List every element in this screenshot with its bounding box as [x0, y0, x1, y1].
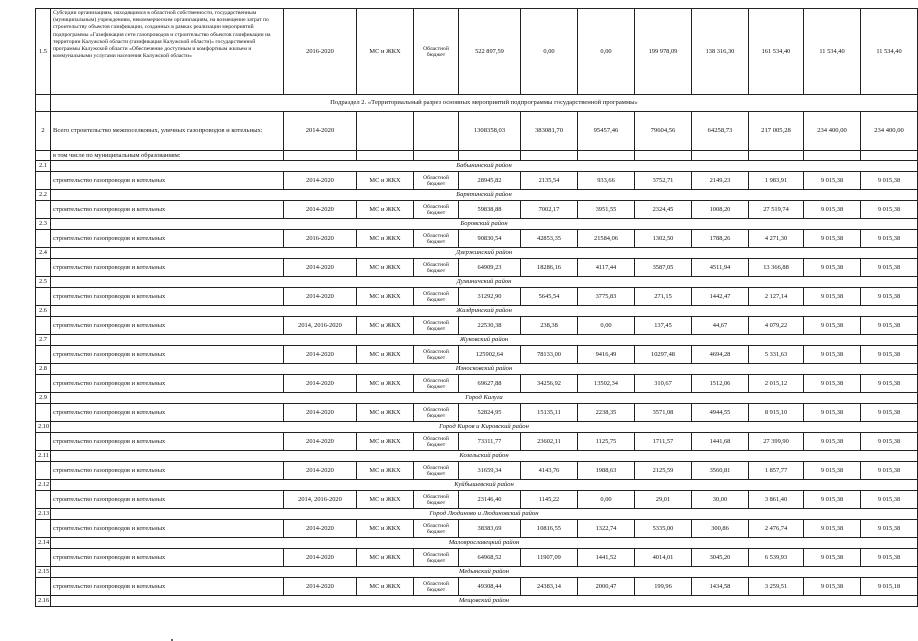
value-cell: 199,96: [635, 578, 692, 596]
row-number: 2.1: [36, 161, 51, 172]
value-cell: 8 915,10: [749, 404, 804, 422]
program-table: [35, 8, 918, 607]
row-period: 2014-2020: [284, 520, 357, 538]
district-name: Жуковский район: [51, 335, 918, 346]
row-executor: МС и ЖКХ: [357, 404, 414, 422]
row-period: 2016-2020: [284, 9, 357, 95]
value-cell: 42853,35: [521, 230, 578, 248]
row-number: 2.5: [36, 277, 51, 288]
table-row: [36, 95, 918, 112]
row-number: 2.12: [36, 480, 51, 491]
table-row: [36, 346, 918, 364]
value-cell: 9 015,18: [861, 578, 918, 596]
row-description: строительство газопроводов и котельных: [51, 578, 284, 596]
row-source: Областной бюджет: [414, 259, 459, 277]
district-header-row: [36, 393, 918, 404]
value-cell: 44,67: [692, 317, 749, 335]
row-description: строительство газопроводов и котельных: [51, 520, 284, 538]
row-number: 2.13: [36, 509, 51, 520]
value-cell: 3 861,40: [749, 491, 804, 509]
row-number: 2.8: [36, 364, 51, 375]
row-number: 2.7: [36, 335, 51, 346]
row-period: 2014-2020: [284, 375, 357, 393]
value-cell: 383081,70: [521, 112, 578, 151]
table-row: [36, 433, 918, 451]
row-number: 2.11: [36, 451, 51, 462]
value-cell: 13 366,88: [749, 259, 804, 277]
row-executor: МС и ЖКХ: [357, 230, 414, 248]
district-name: Малоярославецкий район: [51, 538, 918, 549]
row-description: строительство газопроводов и котельных: [51, 346, 284, 364]
row-period: 2014-2020: [284, 259, 357, 277]
value-cell: 2149,23: [692, 172, 749, 190]
value-cell: 9 015,38: [861, 317, 918, 335]
row-period: 2014-2020: [284, 404, 357, 422]
value-cell: 9 015,38: [804, 259, 861, 277]
row-description: строительство газопроводов и котельных: [51, 317, 284, 335]
row-number: 2.9: [36, 393, 51, 404]
value-cell: 34256,92: [521, 375, 578, 393]
table-row: [36, 288, 918, 306]
value-cell: 125902,64: [459, 346, 521, 364]
value-cell: 2 015,12: [749, 375, 804, 393]
row-description: строительство газопроводов и котельных: [51, 201, 284, 219]
value-cell: 9 015,38: [804, 201, 861, 219]
district-name: Мещовский район: [51, 596, 918, 607]
value-cell: 18286,16: [521, 259, 578, 277]
value-cell: 9 015,38: [804, 433, 861, 451]
row-description: строительство газопроводов и котельных: [51, 230, 284, 248]
row-executor: МС и ЖКХ: [357, 491, 414, 509]
value-cell: 1441,68: [692, 433, 749, 451]
district-name: Город Калуга: [51, 393, 918, 404]
document-page: [5, 8, 904, 638]
row-number: 2.4: [36, 248, 51, 259]
value-cell: 3045,20: [692, 549, 749, 567]
value-cell: 0,00: [578, 9, 635, 95]
row-number: 2: [36, 112, 51, 151]
value-cell: 7002,17: [521, 201, 578, 219]
value-cell: 0,00: [521, 9, 578, 95]
value-cell: 1988,63: [578, 462, 635, 480]
value-cell: 9 015,38: [861, 404, 918, 422]
row-source: Областной бюджет: [414, 404, 459, 422]
row-number: 2.15: [36, 567, 51, 578]
row-period: 2014-2020: [284, 172, 357, 190]
row-source: Областной бюджет: [414, 230, 459, 248]
row-executor: МС и ЖКХ: [357, 462, 414, 480]
value-cell: 138 316,30: [692, 9, 749, 95]
value-cell: 9 015,38: [861, 288, 918, 306]
row-period: 2016-2020: [284, 230, 357, 248]
row-description: строительство газопроводов и котельных: [51, 549, 284, 567]
value-cell: 1302,50: [635, 230, 692, 248]
value-cell: 22530,38: [459, 317, 521, 335]
value-cell: 9 015,38: [804, 288, 861, 306]
row-description: строительство газопроводов и котельных: [51, 433, 284, 451]
district-header-row: [36, 219, 918, 230]
municipal-label: в том числе по муниципальным образованиям:: [51, 151, 284, 161]
district-header-row: [36, 248, 918, 259]
value-cell: 1008,20: [692, 201, 749, 219]
table-row: [36, 112, 918, 151]
district-name: Думиничский район: [51, 277, 918, 288]
value-cell: 933,66: [578, 172, 635, 190]
row-description: строительство газопроводов и котельных: [51, 462, 284, 480]
value-cell: 4944,55: [692, 404, 749, 422]
row-source: Областной бюджет: [414, 549, 459, 567]
value-cell: 11 534,40: [804, 9, 861, 95]
value-cell: 3775,83: [578, 288, 635, 306]
value-cell: 4143,76: [521, 462, 578, 480]
value-cell: 1308358,03: [459, 112, 521, 151]
value-cell: 1788,26: [692, 230, 749, 248]
row-source: Областной бюджет: [414, 520, 459, 538]
table-row: [36, 259, 918, 277]
row-executor: МС и ЖКХ: [357, 259, 414, 277]
row-executor: МС и ЖКХ: [357, 346, 414, 364]
district-name: Боровский район: [51, 219, 918, 230]
value-cell: 1711,57: [635, 433, 692, 451]
value-cell: 9 015,38: [804, 491, 861, 509]
value-cell: 9 015,38: [861, 375, 918, 393]
value-cell: 9 015,38: [861, 230, 918, 248]
value-cell: 4 271,30: [749, 230, 804, 248]
district-header-row: [36, 335, 918, 346]
value-cell: 11907,09: [521, 549, 578, 567]
district-header-row: [36, 451, 918, 462]
value-cell: 9 015,38: [804, 462, 861, 480]
row-number: 2.10: [36, 422, 51, 433]
row-description: Всего строительство межпоселковых, уличных газопроводов и котельных:: [51, 112, 284, 151]
value-cell: 199 978,09: [635, 9, 692, 95]
row-description: строительство газопроводов и котельных: [51, 288, 284, 306]
value-cell: 137,45: [635, 317, 692, 335]
row-executor: МС и ЖКХ: [357, 578, 414, 596]
district-name: Дзержинский район: [51, 248, 918, 259]
row-executor: МС и ЖКХ: [357, 549, 414, 567]
value-cell: 9 015,38: [804, 172, 861, 190]
value-cell: 23602,11: [521, 433, 578, 451]
row-executor: МС и ЖКХ: [357, 201, 414, 219]
table-row: [36, 578, 918, 596]
value-cell: 1512,06: [692, 375, 749, 393]
value-cell: 9 015,38: [804, 404, 861, 422]
value-cell: 49308,44: [459, 578, 521, 596]
value-cell: 9 015,38: [861, 259, 918, 277]
value-cell: 6 539,93: [749, 549, 804, 567]
value-cell: 2238,35: [578, 404, 635, 422]
value-cell: 1441,52: [578, 549, 635, 567]
value-cell: 11 534,40: [861, 9, 918, 95]
value-cell: 1442,47: [692, 288, 749, 306]
value-cell: 1 857,77: [749, 462, 804, 480]
row-executor: МС и ЖКХ: [357, 172, 414, 190]
value-cell: 78133,00: [521, 346, 578, 364]
row-period: 2014-2020: [284, 578, 357, 596]
district-name: Козельский район: [51, 451, 918, 462]
value-cell: 1322,74: [578, 520, 635, 538]
value-cell: 21584,06: [578, 230, 635, 248]
table-row: [36, 172, 918, 190]
value-cell: 4014,01: [635, 549, 692, 567]
value-cell: 9 015,38: [804, 317, 861, 335]
district-header-row: [36, 190, 918, 201]
value-cell: 9 015,38: [861, 201, 918, 219]
district-header-row: [36, 364, 918, 375]
row-number: 2.6: [36, 306, 51, 317]
value-cell: 522 897,59: [459, 9, 521, 95]
table-row: [36, 491, 918, 509]
value-cell: 4511,94: [692, 259, 749, 277]
district-header-row: [36, 596, 918, 607]
row-source: Областной бюджет: [414, 172, 459, 190]
district-header-row: [36, 277, 918, 288]
row-executor: МС и ЖКХ: [357, 9, 414, 95]
value-cell: 1 983,91: [749, 172, 804, 190]
row-source: Областной бюджет: [414, 491, 459, 509]
value-cell: 9 015,38: [861, 462, 918, 480]
row-period: 2014-2020: [284, 288, 357, 306]
table-row: [36, 375, 918, 393]
value-cell: 1145,22: [521, 491, 578, 509]
district-name: Куйбышевский район: [51, 480, 918, 491]
value-cell: 4694,28: [692, 346, 749, 364]
row-description: строительство газопроводов и котельных: [51, 259, 284, 277]
value-cell: 30,00: [692, 491, 749, 509]
row-description: строительство газопроводов и котельных: [51, 375, 284, 393]
value-cell: 29,01: [635, 491, 692, 509]
value-cell: 9 015,38: [861, 520, 918, 538]
row-source: Областной бюджет: [414, 317, 459, 335]
row-period: 2014-2020: [284, 201, 357, 219]
value-cell: 9 015,38: [861, 549, 918, 567]
value-cell: 90830,54: [459, 230, 521, 248]
value-cell: 3 259,51: [749, 578, 804, 596]
row-source: Областной бюджет: [414, 462, 459, 480]
value-cell: 38383,69: [459, 520, 521, 538]
value-cell: 64258,73: [692, 112, 749, 151]
value-cell: 234 400,00: [861, 112, 918, 151]
value-cell: 27 399,90: [749, 433, 804, 451]
value-cell: 2 127,14: [749, 288, 804, 306]
value-cell: 2000,47: [578, 578, 635, 596]
row-number: 1.5: [36, 9, 51, 95]
value-cell: 64968,52: [459, 549, 521, 567]
value-cell: 10297,48: [635, 346, 692, 364]
row-source: Областной бюджет: [414, 201, 459, 219]
table-row: [36, 201, 918, 219]
value-cell: 59838,88: [459, 201, 521, 219]
value-cell: 31659,34: [459, 462, 521, 480]
value-cell: 9 015,38: [861, 172, 918, 190]
value-cell: 24383,14: [521, 578, 578, 596]
district-header-row: [36, 567, 918, 578]
value-cell: 3951,55: [578, 201, 635, 219]
value-cell: 52824,95: [459, 404, 521, 422]
value-cell: 15135,11: [521, 404, 578, 422]
value-cell: 161 534,40: [749, 9, 804, 95]
value-cell: 3752,71: [635, 172, 692, 190]
table-row: [36, 549, 918, 567]
table-row: [36, 404, 918, 422]
table-row: [36, 230, 918, 248]
row-period: 2014-2020: [284, 346, 357, 364]
value-cell: 13502,34: [578, 375, 635, 393]
value-cell: 238,38: [521, 317, 578, 335]
value-cell: 95457,46: [578, 112, 635, 151]
district-header-row: [36, 306, 918, 317]
row-number: 2.3: [36, 219, 51, 230]
row-executor: МС и ЖКХ: [357, 288, 414, 306]
district-name: Барятинский район: [51, 190, 918, 201]
value-cell: 31292,90: [459, 288, 521, 306]
value-cell: 5 331,63: [749, 346, 804, 364]
value-cell: 5645,54: [521, 288, 578, 306]
value-cell: 10816,55: [521, 520, 578, 538]
row-executor: МС и ЖКХ: [357, 375, 414, 393]
row-period: 2014, 2016-2020: [284, 491, 357, 509]
district-name: Город Киров и Кировский район: [51, 422, 918, 433]
row-source: Областной бюджет: [414, 433, 459, 451]
value-cell: 9 015,38: [861, 346, 918, 364]
value-cell: 2135,54: [521, 172, 578, 190]
row-description: строительство газопроводов и котельных: [51, 404, 284, 422]
value-cell: 4117,44: [578, 259, 635, 277]
row-source: Областной бюджет: [414, 9, 459, 95]
value-cell: 9 015,38: [861, 491, 918, 509]
district-header-row: [36, 509, 918, 520]
value-cell: 310,67: [635, 375, 692, 393]
row-executor: МС и ЖКХ: [357, 520, 414, 538]
value-cell: 9 015,38: [804, 230, 861, 248]
value-cell: 1125,75: [578, 433, 635, 451]
value-cell: 3560,81: [692, 462, 749, 480]
value-cell: 3571,08: [635, 404, 692, 422]
district-header-row: [36, 161, 918, 172]
row-description: Субсидии организациям, находящимся в областной собственности, государственным (муниципальным) учреждениям, некоммерческим организациям, на возмещение затрат по строительству объектов газификации, созданных в рамках реализации мероприятий подпрограммы «Газификация сети газопроводов и строительство объектов газификации на территории Калужской области (газификация Калужской области)» государственной программы Калужской области «Обеспечение доступным и комфортным жильем и коммунальными услугами населения Калужской области»: [51, 9, 284, 95]
value-cell: 1434,58: [692, 578, 749, 596]
value-cell: 3587,05: [635, 259, 692, 277]
value-cell: 300,86: [692, 520, 749, 538]
district-name: Износковский район: [51, 364, 918, 375]
row-period: 2014-2020: [284, 112, 357, 151]
table-row: [36, 462, 918, 480]
row-source: Областной бюджет: [414, 375, 459, 393]
row-description: строительство газопроводов и котельных: [51, 172, 284, 190]
value-cell: 9 015,38: [804, 549, 861, 567]
row-source: Областной бюджет: [414, 578, 459, 596]
table-row: [36, 9, 918, 95]
value-cell: 9 015,38: [804, 578, 861, 596]
row-period: 2014-2020: [284, 462, 357, 480]
value-cell: 2324,45: [635, 201, 692, 219]
value-cell: 9 015,38: [804, 375, 861, 393]
row-description: строительство газопроводов и котельных: [51, 491, 284, 509]
row-executor: МС и ЖКХ: [357, 317, 414, 335]
value-cell: 9 015,38: [804, 520, 861, 538]
value-cell: 9 015,38: [861, 433, 918, 451]
value-cell: 0,00: [578, 317, 635, 335]
value-cell: 9416,49: [578, 346, 635, 364]
value-cell: 217 005,28: [749, 112, 804, 151]
value-cell: 271,15: [635, 288, 692, 306]
row-number: 2.2: [36, 190, 51, 201]
value-cell: 234 400,00: [804, 112, 861, 151]
row-period: 2014-2020: [284, 433, 357, 451]
row-period: 2014-2020: [284, 549, 357, 567]
value-cell: 28945,82: [459, 172, 521, 190]
row-number: 2.16: [36, 596, 51, 607]
value-cell: 0,00: [578, 491, 635, 509]
value-cell: 5335,00: [635, 520, 692, 538]
row-source: Областной бюджет: [414, 346, 459, 364]
table-row: [36, 520, 918, 538]
row-period: 2014, 2016-2020: [284, 317, 357, 335]
value-cell: 79604,56: [635, 112, 692, 151]
row-executor: МС и ЖКХ: [357, 433, 414, 451]
district-header-row: [36, 538, 918, 549]
value-cell: 23146,40: [459, 491, 521, 509]
value-cell: 2 476,74: [749, 520, 804, 538]
district-header-row: [36, 480, 918, 491]
district-header-row: [36, 422, 918, 433]
value-cell: 64909,23: [459, 259, 521, 277]
district-name: Бабынинский район: [51, 161, 918, 172]
value-cell: 2125,59: [635, 462, 692, 480]
value-cell: 9 015,38: [804, 346, 861, 364]
district-name: Жиздринский район: [51, 306, 918, 317]
value-cell: 4 079,22: [749, 317, 804, 335]
table-row: [36, 151, 918, 161]
district-name: Медынский район: [51, 567, 918, 578]
value-cell: 69627,88: [459, 375, 521, 393]
value-cell: 73311,77: [459, 433, 521, 451]
value-cell: 27 519,74: [749, 201, 804, 219]
subsection-title: Подраздел 2. «Территориальный разрез основных мероприятий подпрограммы государственной программы»: [51, 95, 918, 112]
row-source: Областной бюджет: [414, 288, 459, 306]
district-name: Город Людиново и Людиновский район: [51, 509, 918, 520]
table-row: [36, 317, 918, 335]
row-number: 2.14: [36, 538, 51, 549]
